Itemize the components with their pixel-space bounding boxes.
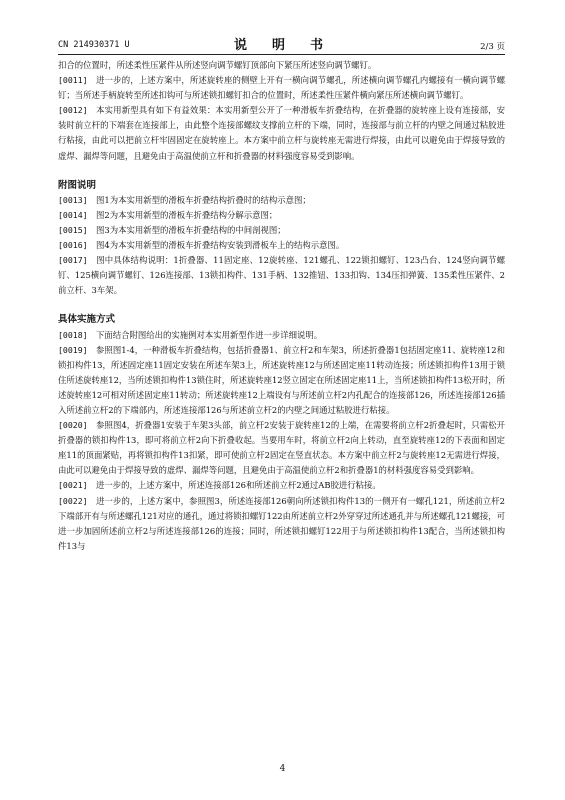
- document-title: 说 明 书: [233, 38, 329, 53]
- paragraph-number: [0011]: [58, 75, 88, 86]
- paragraph-number: [0021]: [58, 480, 88, 491]
- paragraph-number: [0015]: [58, 224, 88, 235]
- paragraph-text: 图4为本实用新型的滑板车折叠结构安装到滑板车上的结构示意图。: [96, 240, 345, 251]
- publication-number: CN 214930371 U: [58, 40, 130, 50]
- paragraph: [58, 73, 505, 103]
- paragraph-number: [0018]: [58, 329, 88, 340]
- paragraph: [58, 494, 505, 554]
- paragraph-text: 扣合的位置时，所述柔性压紧件从所述竖向调节螺钉顶部向下紧压所述竖向调节螺钉。: [58, 60, 377, 70]
- paragraph: [58, 328, 505, 343]
- paragraph: [58, 193, 505, 208]
- paragraph-text: 进一步的，上述方案中，参照图3，所述连接部126朝向所述锁扣构件13的一侧开有一螺孔121，所述前立杆2下端部开有与所述螺孔121对应的通孔，通过将锁扣螺钉122由所述前立杆2外穿穿过所述通孔并与所述螺孔121螺接，可进一步加固所述前立杆2与所述连接部126的连接；同时，所述锁扣螺钉122用于与所述锁扣构件13配合，当所述锁扣构件13与: [58, 495, 505, 551]
- paragraph-text: 图2为本实用新型的滑板车折叠结构分解示意图；: [96, 209, 278, 220]
- paragraph-text: 进一步的，上述方案中，所述连接部126和所述前立杆2通过AB胶进行粘接。: [96, 480, 381, 491]
- paragraph-number: [0012]: [58, 105, 88, 116]
- paragraph-number: [0017]: [58, 255, 88, 266]
- page-header: [58, 30, 505, 52]
- paragraph: [58, 238, 505, 253]
- paragraph: [58, 208, 505, 223]
- paragraph-text: 图中具体结构说明：1折叠器、11固定座、12旋转座、121螺孔、122锁扣螺钉、123凸台、124竖向调节螺钉、125横向调节螺钉、126连接部、13锁扣构件、131手柄、132推钮、133扣钩、134压扣弹簧、135柔性压紧件、2前立杆、3车架。: [58, 255, 505, 296]
- paragraph-number: [0014]: [58, 209, 88, 220]
- section-heading-embodiment: 具体实施方式: [58, 314, 116, 326]
- paragraph: [58, 253, 505, 298]
- paragraph: [58, 223, 505, 238]
- paragraph-number: [0016]: [58, 240, 88, 251]
- paragraph: [58, 478, 505, 493]
- paragraph-text: 参照图4，折叠器1安装于车架3头部，前立杆2安装于旋转座12的上端，在需要将前立杆2折叠起时，只需松开折叠器的锁扣构件13，即可将前立杆2向下折叠收起。当要用车时，将前立杆2向上转动，直至旋转座12的下表面和固定座11的顶面紧贴，再将锁扣构件13扣紧，即可使前立杆2固定在竖直状态。本方案中前立杆2与旋转座12无需进行焊接，由此可以避免由于焊接导致的虚焊、漏焊等问题，且避免由于高温使前立杆2和折叠器1的材料强度容易受到影响。: [58, 420, 505, 476]
- header-divider: [58, 54, 505, 55]
- paragraph: [58, 418, 505, 478]
- paragraph-text: 进一步的，上述方案中，所述旋转座的侧壁上开有一横向调节螺孔，所述横向调节螺孔内螺接有一横向调节螺钉；当所述手柄旋转至所述扣钩可与所述锁扣螺钉扣合的位置时，所述柔性压紧件横向紧压所述横向调节螺钉。: [58, 75, 505, 101]
- paragraph-number: [0022]: [58, 495, 88, 506]
- paragraph: [58, 58, 505, 73]
- paragraph-number: [0019]: [58, 344, 88, 355]
- paragraph-number: [0013]: [58, 194, 88, 205]
- page-count: 2/3 页: [480, 42, 505, 52]
- paragraph-text: 参照图1-4，一种滑板车折叠结构，包括折叠器1、前立杆2和车架3，所述折叠器1包括固定座11、旋转座12和锁扣构件13，所述固定座11固定安装在所述车架3上，所述旋转座12与所述固定座11转动连接；所述锁扣构件13用于锁住所述旋转座12，当所述锁扣构件13锁住时，所述旋转座12竖立固定在所述固定座11上，当所述锁扣构件13松开时，所述旋转座12可相对所述固定座11转动；所述旋转座12上端设有与所述前立杆2内孔配合的连接部126，所述连接部126插入所述前立杆2的下端部内，所述连接部126与所述前立杆2的内壁之间通过粘胶进行粘接。: [58, 344, 505, 415]
- paragraph: [58, 343, 505, 418]
- section-heading-figures: 附图说明: [58, 179, 97, 191]
- paragraph-text: 本实用新型具有如下有益效果：本实用新型公开了一种滑板车折叠结构，在折叠器的旋转座上设有连接部，安装时前立杆的下端套在连接部上，由此整个连接部螺纹支撑前立杆的下端，同时，连接部与前立杆的内壁之间通过粘胶进行粘接，由此可以把前立杆牢固固定在旋转座上。本方案中前立杆与旋转座无需进行焊接，由此可以避免由于焊接导致的虚焊、漏焊等问题，且避免由于高温使前立杆和折叠器的材料强度容易受到影响。: [58, 105, 505, 161]
- paragraph: [58, 103, 505, 163]
- paragraph-number: [0020]: [58, 420, 88, 431]
- paragraph-text: 图1为本实用新型的滑板车折叠结构折叠时的结构示意图；: [96, 194, 311, 205]
- page-number: 4: [279, 764, 286, 774]
- document-body: [58, 58, 505, 554]
- paragraph-text: 下面结合附图给出的实施例对本实用新型作进一步详细说明。: [96, 329, 323, 340]
- paragraph-text: 图3为本实用新型的滑板车折叠结构的中间剖视图；: [96, 224, 286, 235]
